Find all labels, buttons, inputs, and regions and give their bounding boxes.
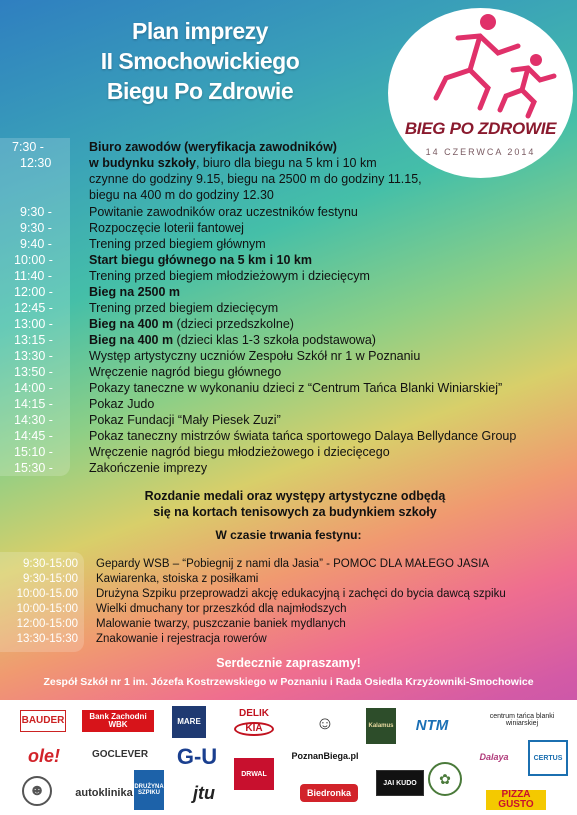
schedule-desc: w budynku szkoły, biuro dla biegu na 5 km i 10 km — [89, 156, 377, 170]
festival-time: 13:30-15:30 — [16, 633, 78, 645]
schedule-desc: Wręczenie nagród biegu młodzieżowego i dziecięcego — [89, 445, 390, 459]
schedule-time: 14:45 - — [14, 429, 53, 443]
logo-title: BIEG PO ZDROWIE — [404, 119, 557, 138]
schedule-desc: Występ artystyczny uczniów Zespołu Szkół nr 1 w Poznaniu — [89, 349, 421, 363]
schedule-time: 9:30 - — [20, 221, 52, 235]
schedule-desc: Trening przed biegiem młodzieżowym i dziecięcym — [89, 269, 370, 283]
festival-desc: Drużyna Szpiku przeprowadzi akcję edukacyjną i zachęci do bycia dawcą szpiku — [96, 588, 506, 600]
title-line-2: II Smochowickiego — [100, 48, 300, 74]
schedule-desc: Pokazy taneczne w wykonaniu dzieci z “Centrum Tańca Blanki Winiarskiej” — [89, 381, 503, 395]
schedule-time: 9:40 - — [20, 237, 52, 251]
schedule-desc-bold: Bieg na 400 m — [89, 333, 174, 347]
schedule-time: 12:30 — [20, 156, 52, 170]
schedule-time: 15:30 - — [14, 461, 53, 475]
festival-desc: Wielki dmuchany tor przeszkód dla najmłodszych — [96, 603, 347, 615]
schedule-time: 14:15 - — [14, 397, 53, 411]
schedule-desc: Trening przed biegiem dziecięcym — [89, 301, 279, 315]
schedule-time: 11:40 - — [14, 269, 52, 283]
schedule-time: 14:00 - — [14, 381, 53, 395]
schedule-time: 9:30 - — [20, 205, 52, 219]
event-title — [40, 16, 360, 106]
sponsor-judo: ☻ — [22, 776, 52, 806]
schedule-desc: Trening przed biegiem głównym — [89, 237, 266, 251]
schedule-desc: Zakończenie imprezy — [89, 461, 208, 475]
schedule-time: 15:10 - — [14, 445, 53, 459]
schedule-time: 13:30 - — [14, 349, 53, 363]
festival-time: 9:30-15:00 — [23, 558, 78, 570]
sponsor-biedronka: Biedronka — [300, 784, 358, 802]
schedule-desc: Powitanie zawodników oraz uczestników festynu — [89, 205, 358, 219]
schedule-desc-bold: Bieg na 400 m — [89, 317, 174, 331]
event-logo — [388, 8, 573, 178]
organizers: Zespół Szkół nr 1 im. Józefa Kostrzewskiego w Poznaniu i Rada Osiedla Krzyżowniki-Smochowice — [43, 676, 534, 688]
festival-desc: Kawiarenka, stoiska z posiłkami — [96, 573, 259, 585]
logo-date: 14 CZERWCA 2014 — [425, 147, 536, 157]
schedule-desc: biegu na 400 m do godziny 12.30 — [89, 188, 274, 202]
sponsor-fundacja: ☺ — [315, 713, 335, 733]
sponsor-mare: MARE — [172, 706, 206, 738]
sponsor-centrum-tanca: centrum tańca blanki winiarskiej — [489, 713, 555, 727]
sponsor-gu: G-U — [176, 744, 218, 769]
sponsor-emblem: ✿ — [428, 762, 462, 796]
schedule-desc: Start biegu głównego na 5 km i 10 km — [89, 253, 312, 267]
schedule-desc: Pokaz Judo — [89, 397, 155, 411]
sponsor-poznanbiega: PoznanBiega.pl — [291, 750, 359, 761]
festival-time: 12:00-15:00 — [16, 618, 78, 630]
sponsor-ole: ole! — [27, 746, 60, 766]
sponsor-delik: DELIK — [239, 708, 269, 719]
schedule-desc: Bieg na 400 m (dzieci klas 1-3 szkoła podstawowa) — [89, 333, 376, 347]
notice-line-1: Rozdanie medali oraz występy artystyczne odbędą — [144, 489, 446, 503]
schedule-desc: Bieg na 2500 m — [89, 285, 181, 299]
sponsors-bar — [0, 700, 577, 815]
festival-desc: Malowanie twarzy, puszczanie baniek mydlanych — [96, 618, 346, 630]
title-line-1: Plan imprezy — [132, 18, 268, 44]
sponsor-bauder: BAUDER — [20, 710, 66, 732]
schedule-time: 13:15 - — [14, 333, 53, 347]
sponsor-drwal: DRWAL — [234, 758, 274, 790]
schedule-desc: Pokaz Fundacji “Mały Piesek Zuzi” — [89, 413, 281, 427]
schedule-desc: Pokaz taneczny mistrzów świata tańca sportowego Dalaya Bellydance Group — [89, 429, 517, 443]
sponsor-kia: KIA — [234, 722, 274, 736]
sponsor-ntm: NTM — [415, 716, 449, 734]
schedule-time: 13:00 - — [14, 317, 53, 331]
sponsor-dalaya: Dalaya — [479, 751, 509, 762]
schedule-time: 7:30 - — [12, 140, 44, 154]
schedule-time: 14:30 - — [14, 413, 53, 427]
sponsor-goclever: GOCLEVER — [91, 749, 149, 760]
schedule-desc: Bieg na 400 m (dzieci przedszkolne) — [89, 317, 294, 331]
schedule-desc: Wręczenie nagród biegu głównego — [89, 365, 282, 379]
schedule-time: 13:50 - — [14, 365, 53, 379]
sponsor-kalamus: Kalamus — [366, 708, 396, 744]
sponsor-jtu: jtu — [193, 783, 215, 803]
schedule-time: 10:00 - — [14, 253, 53, 267]
title-line-3: Biegu Po Zdrowie — [106, 78, 294, 104]
notice-line-2: się na kortach tenisowych za budynkiem szkoły — [153, 505, 437, 519]
schedule-desc: Biuro zawodów (weryfikacja zawodników) — [89, 140, 337, 154]
sponsor-certus: CERTUS — [528, 740, 568, 776]
schedule-desc: czynne do godziny 9.15, biegu na 2500 m do godziny 11.15, — [89, 172, 422, 186]
festival-desc: Gepardy WSB – “Pobiegnij z nami dla Jasia” - POMOC DLA MAŁEGO JASIA — [96, 558, 490, 570]
sponsor-jaikudo: JAI KUDO — [376, 770, 424, 796]
festival-time: 10:00-15.00 — [16, 588, 78, 600]
festival-time: 9:30-15:00 — [23, 573, 78, 585]
sponsor-bzwbk: Bank Zachodni WBK — [82, 710, 154, 732]
invitation: Serdecznie zapraszamy! — [216, 656, 361, 670]
sponsor-druzyna-szpiku: DRUŻYNA SZPIKU — [134, 770, 164, 810]
schedule-desc-bold: w budynku szkoły — [89, 156, 196, 170]
schedule-desc: Rozpoczęcie loterii fantowej — [89, 221, 244, 235]
sponsor-autoklinika: autoklinika — [75, 786, 133, 799]
festival-heading: W czasie trwania festynu: — [215, 528, 362, 542]
sponsor-pizza-gusto: PIZZA GUSTO — [486, 790, 546, 810]
schedule-time: 12:00 - — [14, 285, 53, 299]
medals-notice — [60, 488, 530, 520]
festival-time: 10:00-15:00 — [16, 603, 78, 615]
schedule-time: 12:45 - — [14, 301, 53, 315]
festival-desc: Znakowanie i rejestracja rowerów — [96, 633, 267, 645]
